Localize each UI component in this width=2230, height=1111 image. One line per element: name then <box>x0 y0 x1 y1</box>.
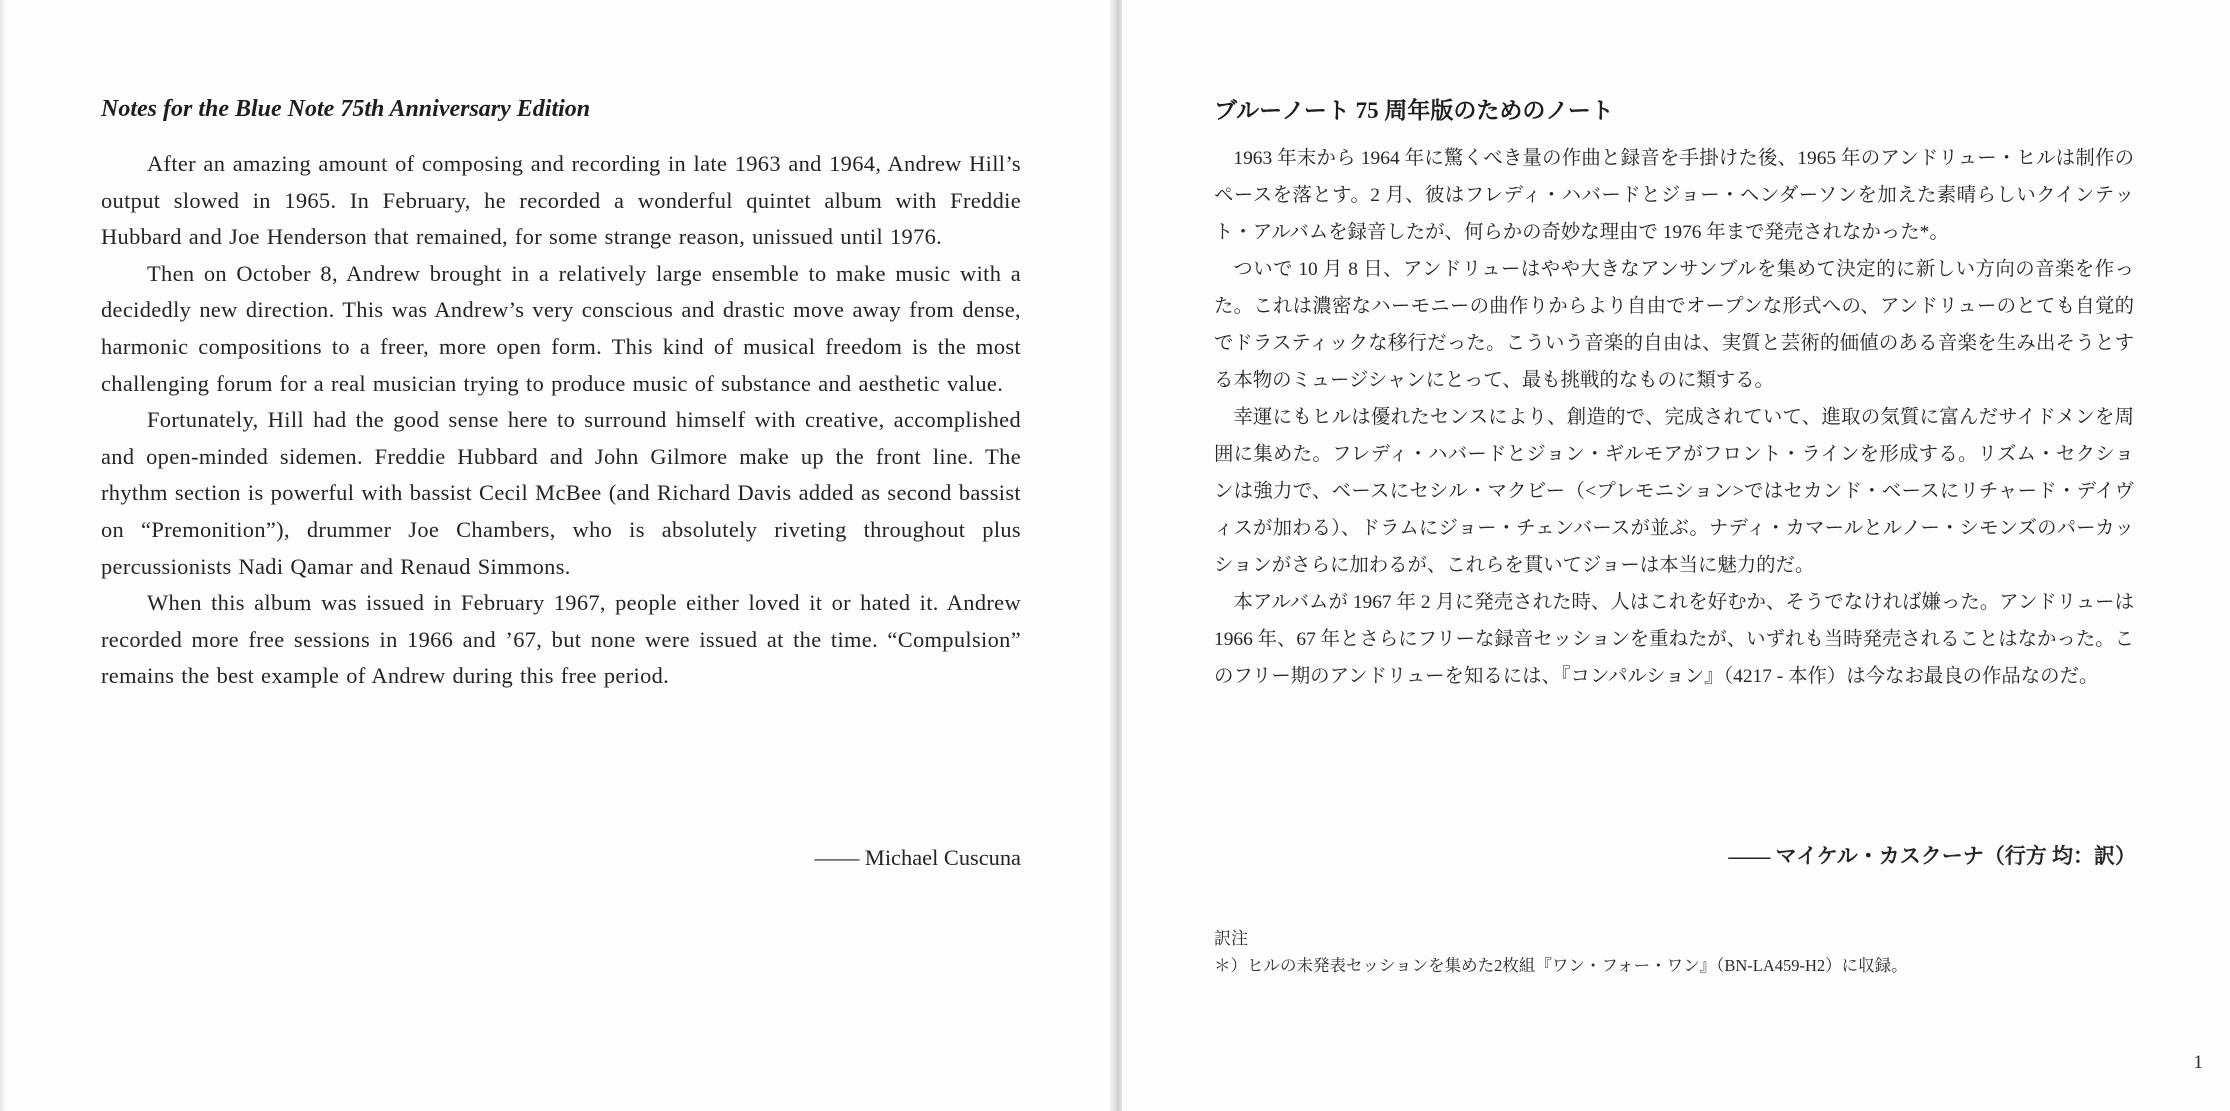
japanese-notes-body <box>1214 140 2134 695</box>
english-paragraph-4: When this album was issued in February 1967, people either loved it or hated it. Andrew recorded more free sessions in 1966 and ’67, but none were issued at the time. “Compulsion” remains the best example of Andrew during this free period. <box>101 590 1021 689</box>
english-notes-body <box>101 146 1021 695</box>
english-signature: —— Michael Cuscuna <box>814 845 1021 870</box>
english-paragraph-3: Fortunately, Hill had the good sense here to surround himself with creative, accomplished and open-minded sidemen. Freddie Hubbard and John Gilmore make up the front line. The rhythm section is powerful with bassist Cecil McBee (and Richard Davis added as second bassist on “Premonition”), drummer Joe Chambers, who is absolutely riveting throughout plus percussionists Nadi Qamar and Renaud Simmons. <box>101 407 1021 579</box>
english-notes-title: Notes for the Blue Note 75th Anniversary Edition <box>101 96 591 122</box>
english-paragraph-1: After an amazing amount of composing and recording in late 1963 and 1964, Andrew Hill’s output slowed in 1965. In February, he recorded a wonderful quintet album with Freddie Hubbard and Joe Henderson that remained, for some strange reason, unissued until 1976. <box>101 151 1021 250</box>
japanese-notes-title: ブルーノート 75 周年版のためのノート <box>1214 98 1614 123</box>
japanese-paragraph-2: ついで 10 月 8 日、アンドリューはやや大きなアンサンブルを集めて決定的に新しい方向の音楽を作った。これは濃密なハーモニーの曲作りからより自由でオープンな形式への、アンドリューのとても自覚的でドラスティックな移行だった。こういう音楽的自由は、実質と芸術的価値のある音楽を生み出そうとする本物のミュージシャンにとって、最も挑戦的なものに類する。 <box>1214 259 2134 391</box>
right-page-japanese <box>1122 0 2230 1111</box>
left-page-english <box>0 0 1114 1111</box>
japanese-paragraph-4: 本アルバムが 1967 年 2 月に発売された時、人はこれを好むか、そうでなければ嫌った。アンドリューは 1966 年、67 年とさらにフリーな録音セッションを重ねたが、いずれも当時発売されることはなかった。このフリー期のアンドリューを知るには、『コンパルション』（4217 - 本作）は今なお最良の作品なのだ。 <box>1214 592 2134 687</box>
page-edge-shadow <box>0 0 6 1111</box>
japanese-paragraph-1: 1963 年末から 1964 年に驚くべき量の作曲と録音を手掛けた後、1965 年のアンドリュー・ヒルは制作のペースを落とす。2 月、彼はフレディ・ハバードとジョー・ヘンダーソンを加えた素晴らしいクインテット・アルバムを録音したが、何らかの奇妙な理由で 1976 年まで発売されなかった*。 <box>1214 148 2134 243</box>
page-number: 1 <box>2193 1052 2203 1073</box>
japanese-signature: —— マイケル・カスクーナ（行方 均：訳） <box>1728 844 2136 868</box>
translator-note-text: ＊）ヒルの未発表セッションを集めた2枚組『ワン・フォー・ワン』（BN-LA459-H2）に収録。 <box>1214 956 1908 975</box>
english-paragraph-2: Then on October 8, Andrew brought in a relatively large ensemble to make music with a decidedly new direction. This was Andrew’s very conscious and drastic move away from dense, harmonic compositions to a freer, more open form. This kind of musical freedom is the most challenging forum for a real musician trying to produce music of substance and aesthetic value. <box>101 260 1021 396</box>
japanese-paragraph-3: 幸運にもヒルは優れたセンスにより、創造的で、完成されていて、進取の気質に富んだサイドメンを周囲に集めた。フレディ・ハバードとジョン・ギルモアがフロント・ラインを形成する。リズム・セクションは強力で、ベースにセシル・マクビー（<プレモニション>ではセカンド・ベースにリチャード・デイヴィスが加わる）、ドラムにジョー・チェンバースが並ぶ。ナディ・カマールとルノー・シモンズのパーカッションがさらに加わるが、これらを貫いてジョーは本当に魅力的だ。 <box>1214 407 2134 576</box>
translator-note-heading: 訳注 <box>1214 929 1248 948</box>
